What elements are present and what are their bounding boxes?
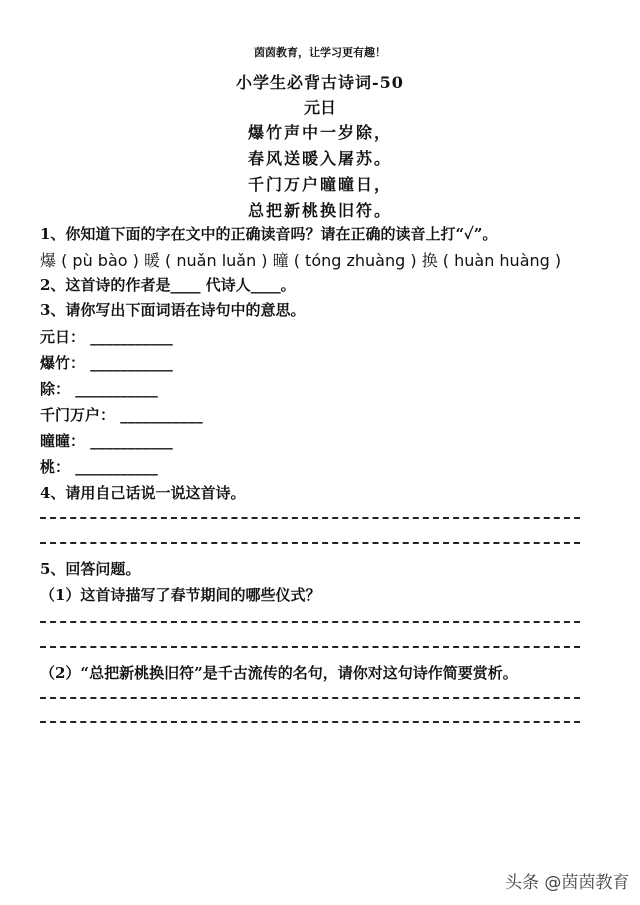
question-5: 5、回答问题。 (40, 560, 141, 578)
term-row (40, 378, 158, 399)
term-row (40, 456, 158, 477)
poem-line-1: 爆竹声中一岁除， (247, 123, 392, 142)
term-blank[interactable]: ___________ (90, 328, 173, 346)
term-label: 元日： (40, 328, 86, 346)
question-5-1: （1）这首诗描写了春节期间的哪些仪式？ (40, 586, 321, 604)
term-row (40, 326, 173, 347)
term-label: 爆竹： (40, 354, 86, 372)
question-5-2: （2）“总把新桃换旧符”是千古流传的名句，请你对这句诗作简要赏析。 (40, 664, 518, 682)
header-tagline: 茵茵教育，让学习更有趣！ (254, 46, 386, 59)
term-label: 曈曈： (40, 432, 86, 450)
answer-line[interactable] (40, 621, 580, 623)
poem-line-2: 春风送暖入屠苏。 (247, 149, 392, 168)
poem-line-4: 总把新桃换旧符。 (247, 201, 392, 220)
poem-title: 元日 (303, 98, 336, 117)
term-label: 桃： (40, 458, 71, 476)
term-blank[interactable]: ___________ (90, 354, 173, 372)
question-3: 3、请你写出下面词语在诗句中的意思。 (40, 301, 306, 319)
watermark: 头条 @茵茵教育 (505, 873, 630, 893)
term-row (40, 404, 203, 425)
term-blank[interactable]: ___________ (120, 406, 203, 424)
term-blank[interactable]: ___________ (90, 432, 173, 450)
answer-line[interactable] (40, 646, 580, 648)
question-1-pinyin-options: 爆 ( pù bào ) 暖 ( nuǎn luǎn ) 曈 ( tóng zhuàng ) 换 ( huàn huàng ) (40, 251, 562, 270)
answer-line[interactable] (40, 542, 580, 544)
term-row (40, 430, 173, 451)
term-label: 千门万户： (40, 406, 116, 424)
question-4: 4、请用自己话说一说这首诗。 (40, 484, 246, 502)
question-1: 1、你知道下面的字在文中的正确读音吗？请在正确的读音上打“✓”。 (40, 225, 498, 243)
term-blank[interactable]: ___________ (75, 380, 158, 398)
poem-line-3: 千门万户曈曈日， (247, 175, 392, 194)
question-2: 2、这首诗的作者是____ 代诗人____。 (40, 276, 296, 294)
term-label: 除： (40, 380, 71, 398)
answer-line[interactable] (40, 517, 580, 519)
term-row (40, 352, 173, 373)
answer-line[interactable] (40, 721, 580, 723)
worksheet-title: 小学生必背古诗词-50 (236, 73, 404, 92)
term-blank[interactable]: ___________ (75, 458, 158, 476)
answer-line[interactable] (40, 697, 580, 699)
